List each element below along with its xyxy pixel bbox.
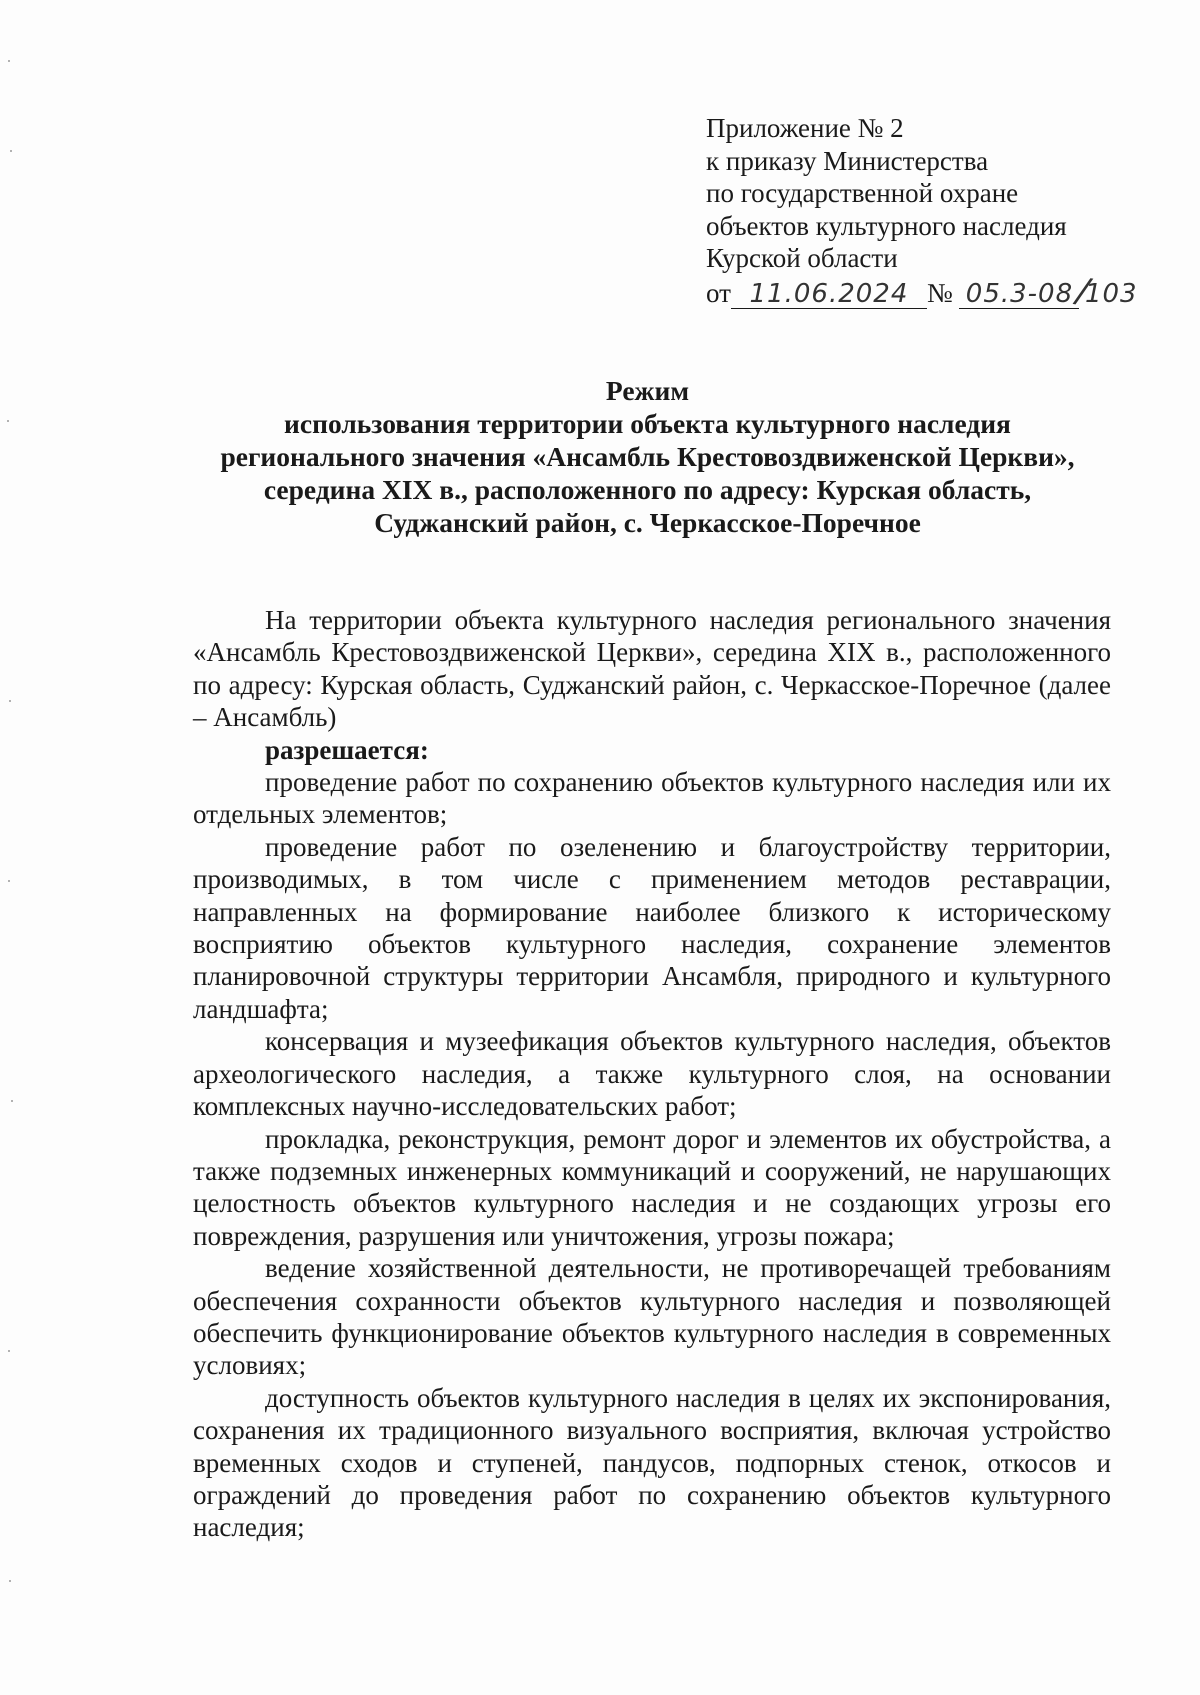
number-label: № xyxy=(926,277,953,308)
title-line-2: использования территории объекта культурного наследия xyxy=(284,408,1011,439)
document-body xyxy=(193,604,1111,1544)
attachment-heritage: объектов культурного наследия xyxy=(706,210,1067,241)
document-title xyxy=(170,374,1125,539)
handwritten-number-tail: 103 xyxy=(1084,278,1138,309)
attachment-date-number-line xyxy=(706,269,1166,312)
list-item: доступность объектов культурного наследия в целях их экспонирования, сохранения их традиционного визуального восприятия, включая устройство временных сходов и ступеней, пандусов, подпорных стенок, откосов и ограждений до проведения работ по сохранению объектов культурного наследия; xyxy=(193,1382,1111,1543)
from-label: от xyxy=(706,277,731,308)
attachment-region: Курской области xyxy=(706,243,898,273)
handwritten-number: 05.3-08 xyxy=(959,280,1079,309)
title-line-4: середина XIX в., расположенного по адресу: Курская область, xyxy=(263,474,1032,505)
list-item: прокладка, реконструкция, ремонт дорог и элементов их обустройства, а также подземных инженерных коммуникаций и сооружений, не нарушающих целостность объектов культурного наследия и не создающих угрозы его повреждения, разрушения или уничтожения, угрозы пожара; xyxy=(193,1123,1111,1251)
attachment-number: Приложение № 2 xyxy=(706,113,904,143)
handwritten-date: 11.06.2024 xyxy=(731,280,927,309)
title-line-5: Суджанский район, с. Черкасское-Поречное xyxy=(374,507,921,538)
scan-edge-marks xyxy=(6,0,18,1695)
title-line-3: регионального значения «Ансамбль Крестовоздвиженской Церкви», xyxy=(220,441,1075,472)
handwritten-slash: / xyxy=(1074,269,1092,312)
list-item: проведение работ по сохранению объектов культурного наследия или их отдельных элементов; xyxy=(193,767,1111,830)
list-item: консервация и музеефикация объектов культурного наследия, объектов археологического наследия, а также культурного слоя, на основании комплексных научно-исследовательских работ; xyxy=(193,1026,1111,1122)
list-item: ведение хозяйственной деятельности, не противоречащей требованиям обеспечения сохранности объектов культурного наследия и позволяющей обеспечить функционирование объектов культурного наследия в современных условиях; xyxy=(193,1253,1111,1381)
list-item: проведение работ по озеленению и благоустройству территории, производимых, в том числе с применением методов реставрации, направленных на формирование наиболее близкого к историческому восприятию объектов культурного наследия, сохранение элементов планировочной структуры территории Ансамбля, природного и культурного ландшафта; xyxy=(193,831,1111,1024)
attachment-to-order: к приказу Министерства xyxy=(706,145,989,176)
allowed-heading: разрешается: xyxy=(265,734,429,765)
intro-paragraph: На территории объекта культурного наследия регионального значения «Ансамбль Крестовоздвиженской Церкви», середина XIX в., расположенного по адресу: Курская область, Суджанский район, с. Черкасское-Поречное (далее – Ансамбль) xyxy=(193,605,1111,733)
title-line-1: Режим xyxy=(605,375,690,406)
attachment-ministry: по государственной охране xyxy=(706,178,1019,208)
attachment-block xyxy=(706,112,1166,312)
